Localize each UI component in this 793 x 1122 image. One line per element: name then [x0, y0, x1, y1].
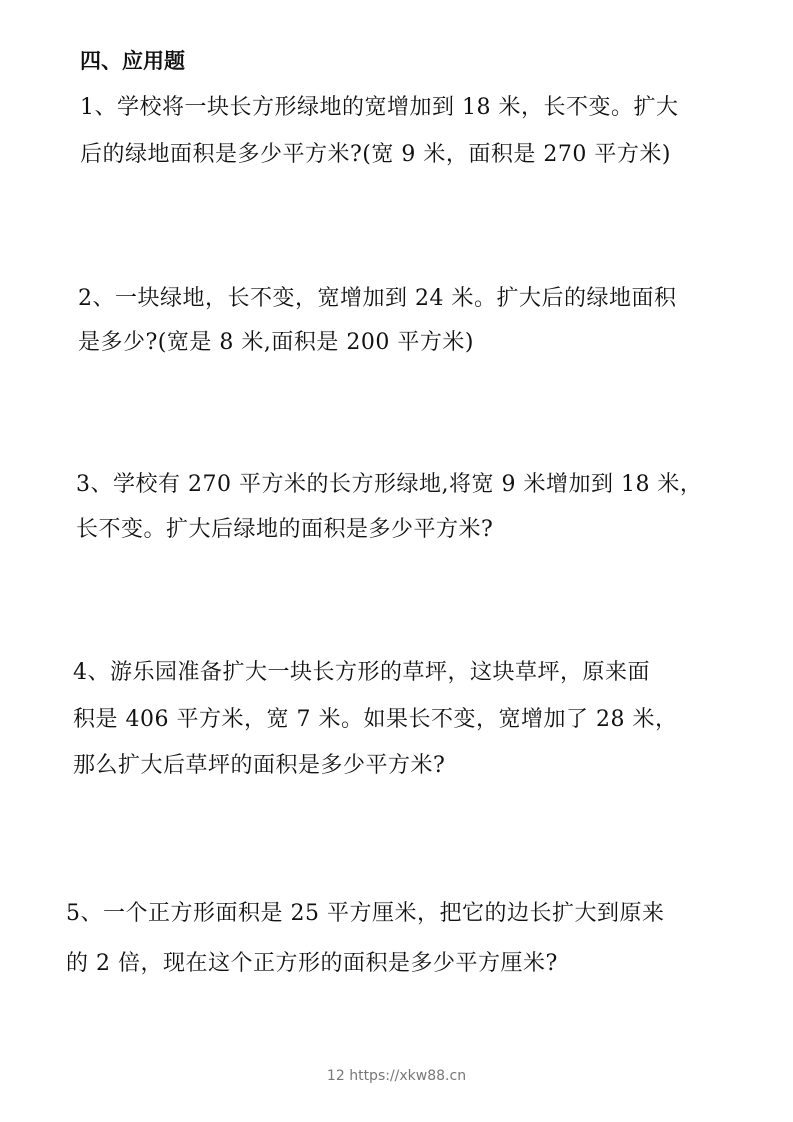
problem-5-line-2: 的 2 倍，现在这个正方形的面积是多少平方厘米?	[66, 951, 558, 976]
problem-1-line-2: 后的绿地面积是多少平方米?(宽 9 米，面积是 270 平方米)	[80, 142, 671, 167]
page-number: 12	[326, 1068, 345, 1084]
footer-url: https://xkw88.cn	[349, 1068, 467, 1084]
problem-1-line-1: 1、学校将一块长方形绿地的宽增加到 18 米，长不变。扩大	[80, 95, 679, 120]
problem-4-line-3: 那么扩大后草坪的面积是多少平方米?	[73, 753, 446, 778]
problem-3-line-2: 长不变。扩大后绿地的面积是多少平方米?	[76, 517, 494, 542]
problem-4-line-2: 积是 406 平方米，宽 7 米。如果长不变，宽增加了 28 米，	[73, 707, 678, 732]
problem-3-line-1: 3、学校有 270 平方米的长方形绿地,将宽 9 米增加到 18 米，	[76, 472, 703, 497]
problem-4-line-1: 4、游乐园准备扩大一块长方形的草坪，这块草坪，原来面	[73, 660, 650, 685]
problem-2-line-1: 2、一块绿地，长不变，宽增加到 24 米。扩大后的绿地面积	[78, 286, 677, 311]
section-title: 四、应用题	[80, 49, 185, 73]
problem-2-line-2: 是多少?(宽是 8 米,面积是 200 平方米)	[78, 330, 474, 355]
problem-5-line-1: 5、一个正方形面积是 25 平方厘米，把它的边长扩大到原来	[66, 901, 665, 926]
page-footer	[0, 1068, 793, 1084]
